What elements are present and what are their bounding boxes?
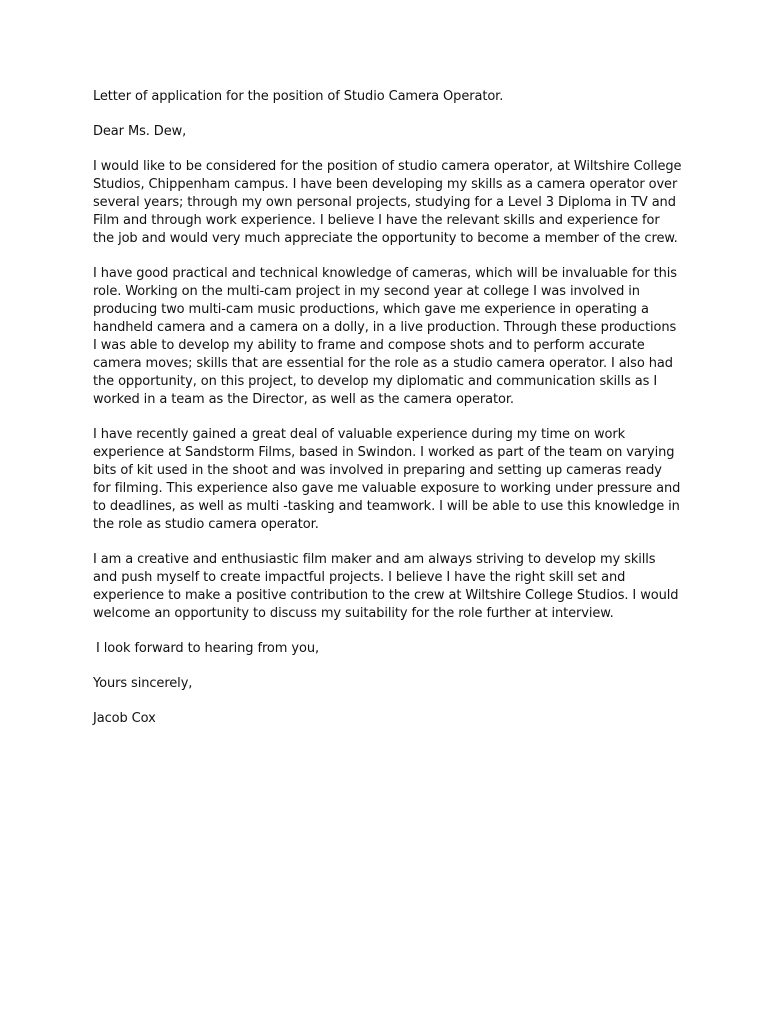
salutation: Dear Ms. Dew, [93,124,187,139]
paragraph-4: I am a creative and enthusiastic film maker and am always striving to develop my skills and push myself to create impactful projects. I believe I have the right skill set and experience to make a positive contribution to the crew at Wiltshire College Studios. I would welcome an opportunity to discuss my suitability for the role further at interview. [93,552,679,621]
paragraph-3: I have recently gained a great deal of valuable experience during my time on work experience at Sandstorm Films, based in Swindon. I worked as part of the team on varying bits of kit used in the shoot and was involved in preparing and setting up cameras ready for filming. This experience also gave me valuable exposure to working under pressure and to deadlines, as well as multi -tasking and teamwork. I will be able to use this knowledge in the role as studio camera operator. [93,427,681,532]
spacer [93,658,683,675]
closing-line: I look forward to hearing from you, [96,641,319,656]
spacer [93,409,683,426]
spacer [93,141,683,158]
paragraph-1: I would like to be considered for the position of studio camera operator, at Wiltshire College Studios, Chippenham campus. I have been developing my skills as a camera operator over several years; through my own personal projects, studying for a Level 3 Diploma in TV and Film and through work experience. I believe I have the relevant skills and experience for the job and would very much appreciate the opportunity to become a member of the crew. [93,159,682,246]
signature-name: Jacob Cox [93,711,156,726]
spacer [93,534,683,551]
letter-subject: Letter of application for the position of Studio Camera Operator. [93,89,504,104]
paragraph-2: I have good practical and technical knowledge of cameras, which will be invaluable for this role. Working on the multi-cam project in my second year at college I was involved in producing two multi-cam music productions, which gave me experience in operating a handheld camera and a camera on a dolly, in a live production. Through these productions I was able to develop my ability to frame and compose shots and to perform accurate camera moves; skills that are essential for the role as a studio camera operator. I also had the opportunity, on this project, to develop my diplomatic and communication skills as I worked in a team as the Director, as well as the camera operator. [93,266,677,407]
spacer [93,693,683,710]
spacer [93,248,683,265]
spacer [93,623,683,640]
sign-off: Yours sincerely, [93,676,193,691]
letter-body [93,88,683,728]
spacer [93,106,683,123]
